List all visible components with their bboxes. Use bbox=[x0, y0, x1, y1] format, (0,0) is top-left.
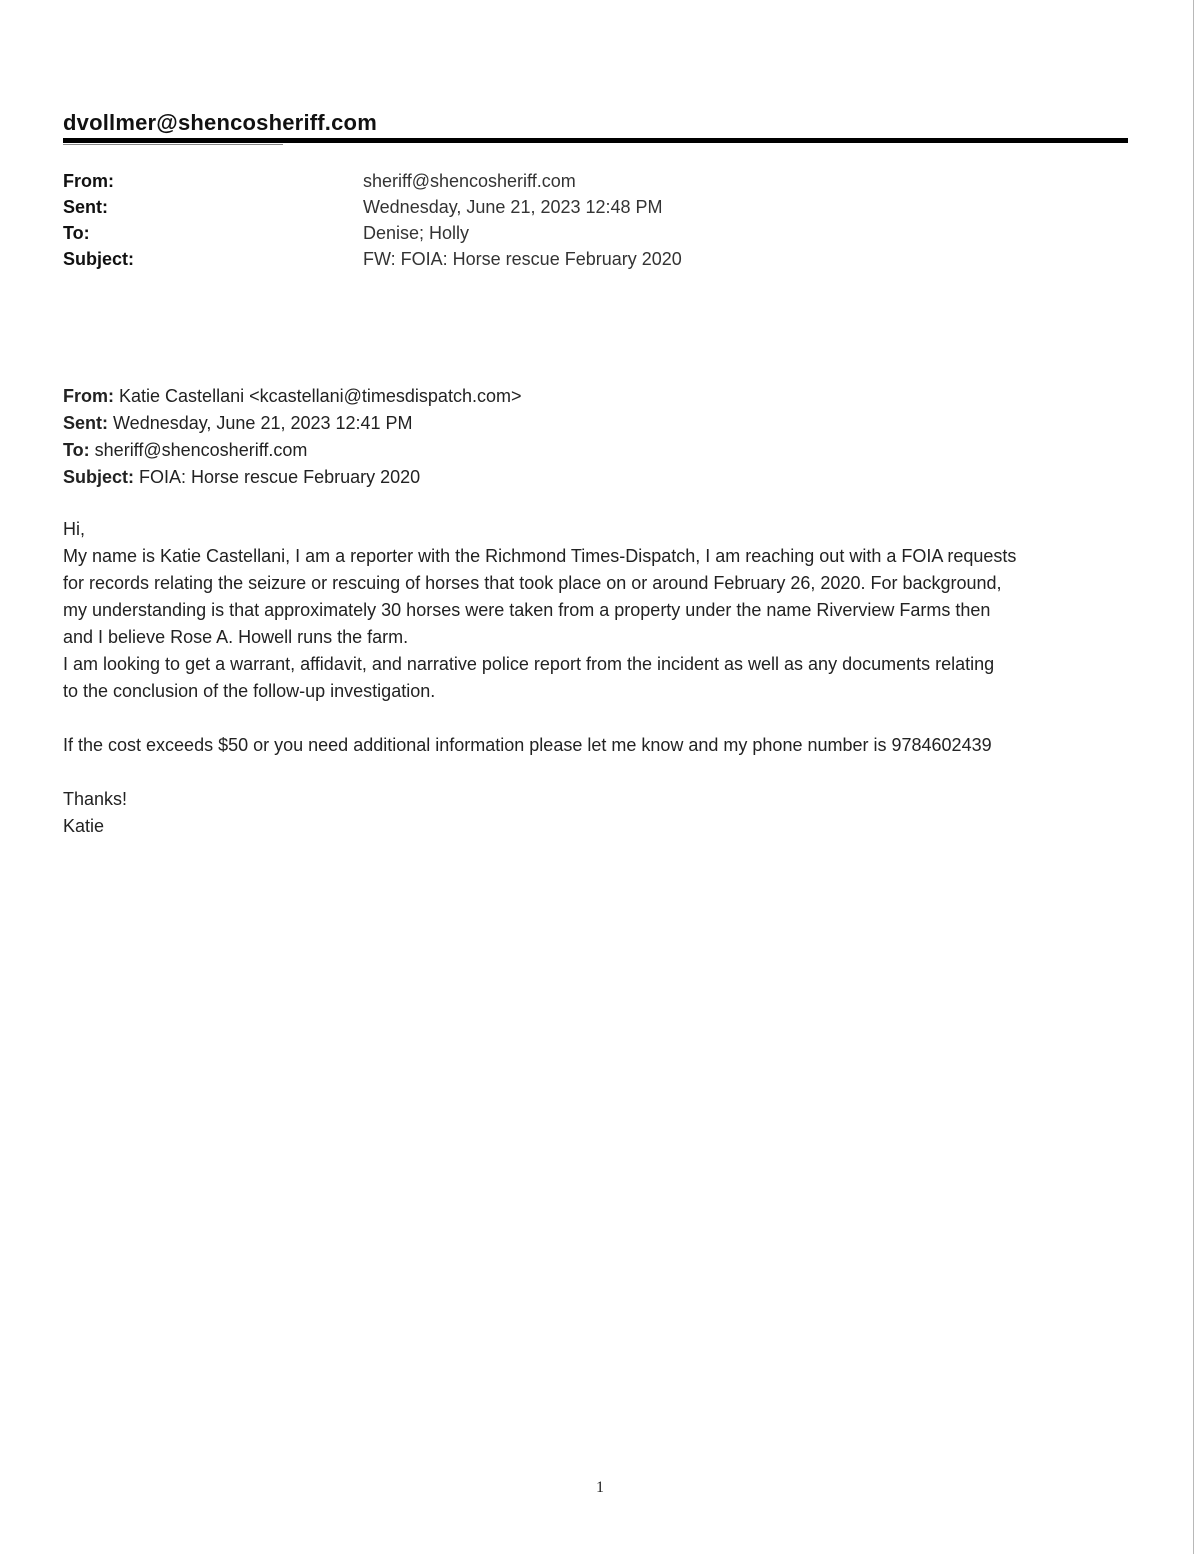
paragraph-gap bbox=[63, 705, 1123, 732]
forwarded-from-label: From: bbox=[63, 386, 114, 406]
body-line: for records relating the seizure or rescuing of horses that took place on or around February 26, 2020. For background, bbox=[63, 573, 1002, 593]
header-subject-row bbox=[63, 246, 682, 272]
forwarded-to-row bbox=[63, 437, 521, 464]
body-cost-line: If the cost exceeds $50 or you need additional information please let me know and my phone number is 9784602439 bbox=[63, 735, 992, 755]
header-to-label: To: bbox=[63, 223, 90, 243]
forwarded-to-value: sheriff@shencosheriff.com bbox=[94, 440, 308, 460]
header-to-row bbox=[63, 220, 682, 246]
header-subject-label: Subject: bbox=[63, 249, 135, 269]
forwarded-subject-label: Subject: bbox=[63, 467, 135, 487]
body-signature: Katie bbox=[63, 816, 105, 836]
forwarded-sent-value: Wednesday, June 21, 2023 12:41 PM bbox=[113, 413, 413, 433]
forwarded-from-value: Katie Castellani <kcastellani@timesdispatch.com> bbox=[119, 386, 522, 406]
header-to-value: Denise; Holly bbox=[363, 223, 470, 243]
body-thanks: Thanks! bbox=[63, 789, 128, 809]
forwarded-subject-value: FOIA: Horse rescue February 2020 bbox=[139, 467, 421, 487]
title-rule-underline bbox=[63, 144, 283, 145]
body-line: to the conclusion of the follow-up investigation. bbox=[63, 681, 436, 701]
forwarded-to-label: To: bbox=[63, 440, 90, 460]
email-body bbox=[63, 516, 1123, 840]
account-title: dvollmer@shencosheriff.com bbox=[63, 110, 377, 135]
header-from-label: From: bbox=[63, 171, 114, 191]
forwarded-subject-row bbox=[63, 464, 521, 491]
header-subject-value: FW: FOIA: Horse rescue February 2020 bbox=[363, 249, 682, 269]
title-rule bbox=[63, 138, 1128, 143]
page-edge bbox=[1193, 0, 1194, 1554]
forwarded-from-row bbox=[63, 383, 521, 410]
header-sent-row bbox=[63, 194, 682, 220]
body-greeting: Hi, bbox=[63, 519, 85, 539]
paragraph-gap bbox=[63, 759, 1123, 786]
body-line: and I believe Rose A. Howell runs the farm. bbox=[63, 627, 409, 647]
email-header bbox=[63, 168, 682, 272]
header-sent-value: Wednesday, June 21, 2023 12:48 PM bbox=[363, 197, 663, 217]
header-sent-label: Sent: bbox=[63, 197, 108, 217]
header-from-row bbox=[63, 168, 682, 194]
body-line: My name is Katie Castellani, I am a reporter with the Richmond Times-Dispatch, I am reaching out with a FOIA requests bbox=[63, 546, 1017, 566]
forwarded-sent-label: Sent: bbox=[63, 413, 108, 433]
page-number: 1 bbox=[596, 1479, 604, 1496]
body-line: I am looking to get a warrant, affidavit, and narrative police report from the incident as well as any documents relating bbox=[63, 654, 995, 674]
header-from-value: sheriff@shencosheriff.com bbox=[363, 171, 576, 191]
forwarded-sent-row bbox=[63, 410, 521, 437]
body-line: my understanding is that approximately 30 horses were taken from a property under the name Riverview Farms then bbox=[63, 600, 991, 620]
forwarded-header bbox=[63, 383, 521, 491]
